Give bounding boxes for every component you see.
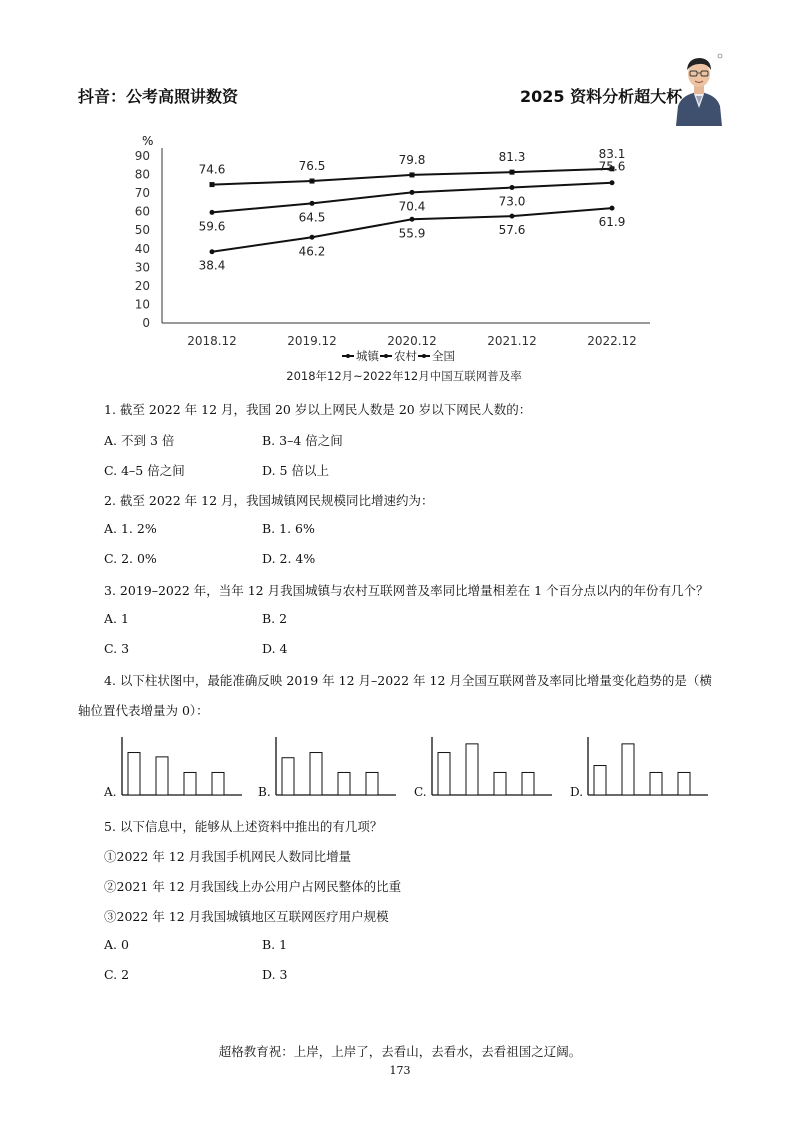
teacher-avatar — [672, 50, 726, 126]
y-tick-label: 50 — [134, 223, 150, 238]
q4-option-b-label[interactable]: B. — [258, 785, 271, 799]
data-label: 38.4 — [198, 258, 226, 273]
q1-option-a[interactable]: A. 不到 3 倍 — [104, 433, 175, 448]
q5-item-1: ①2022 年 12 月我国手机网民人数同比增量 — [104, 849, 352, 864]
data-label: 83.1 — [598, 146, 626, 161]
data-label: 79.8 — [398, 152, 426, 167]
y-tick-label: 80 — [134, 167, 150, 182]
data-label: 81.3 — [498, 150, 526, 165]
mini-bar — [622, 744, 634, 795]
data-label: 74.6 — [198, 162, 226, 177]
q4-option-a-label[interactable]: A. — [104, 785, 117, 799]
data-label: 61.9 — [598, 215, 626, 230]
x-tick-label: 2018.12 — [187, 334, 237, 348]
q4-option-d-label[interactable]: D. — [570, 785, 584, 799]
data-label: 75.6 — [598, 159, 626, 174]
mini-bar — [310, 753, 322, 795]
legend-entry: 农村 — [394, 349, 417, 363]
data-point — [410, 190, 415, 195]
legend-entry: 城镇 — [356, 349, 379, 363]
q5-option-a[interactable]: A. 0 — [104, 937, 129, 952]
y-axis-unit: % — [142, 134, 154, 148]
y-tick-label: 10 — [134, 297, 150, 312]
data-point — [210, 182, 215, 187]
data-point — [610, 180, 615, 185]
data-label: 46.2 — [298, 244, 326, 259]
data-label: 73.0 — [498, 194, 526, 209]
data-point — [210, 210, 215, 215]
q2-option-b[interactable]: B. 1. 6% — [262, 521, 315, 536]
legend-entry: 全国 — [432, 349, 455, 363]
header-left-title: 抖音：公考高照讲数资 — [78, 87, 239, 106]
x-tick-label: 2021.12 — [487, 334, 537, 348]
legend-marker — [422, 354, 426, 358]
mini-bar — [128, 753, 140, 795]
footer-motto: 超格教育祝：上岸，上岸了，去看山，去看水，去看祖国之辽阔。 — [218, 1044, 582, 1059]
mini-bar — [156, 757, 168, 795]
q3-option-b[interactable]: B. 2 — [262, 611, 288, 626]
q4-option-d-chart[interactable] — [586, 733, 716, 799]
q3-option-a[interactable]: A. 1 — [104, 611, 129, 626]
data-point — [310, 179, 315, 184]
y-tick-label: 30 — [134, 260, 150, 275]
q5-option-b[interactable]: B. 1 — [262, 937, 288, 952]
internet-penetration-chart — [120, 128, 660, 390]
mini-bar — [522, 772, 534, 795]
mini-bar — [466, 744, 478, 795]
data-point — [410, 217, 415, 222]
q4-option-c-chart[interactable] — [430, 733, 560, 799]
mini-bar — [494, 772, 506, 795]
q1-option-d[interactable]: D. 5 倍以上 — [262, 463, 329, 478]
y-tick-label: 40 — [134, 241, 150, 256]
page-number: 173 — [389, 1064, 411, 1077]
q5-item-3: ③2022 年 12 月我国城镇地区互联网医疗用户规模 — [104, 909, 389, 924]
data-point — [610, 206, 615, 211]
mini-bar — [212, 772, 224, 795]
q1-option-b[interactable]: B. 3–4 倍之间 — [262, 433, 343, 448]
data-label: 70.4 — [398, 199, 426, 214]
mini-bar — [650, 772, 662, 795]
data-point — [410, 172, 415, 177]
q4-option-a-chart[interactable] — [120, 733, 250, 799]
q1-stem: 1. 截至 2022 年 12 月，我国 20 岁以上网民人数是 20 岁以下网民人数的： — [104, 402, 532, 417]
mini-bar — [594, 766, 606, 795]
data-label: 76.5 — [298, 159, 326, 174]
mini-bar — [184, 772, 196, 795]
chart-title: 2018年12月~2022年12月中国互联网普及率 — [286, 369, 522, 383]
q2-option-d[interactable]: D. 2. 4% — [262, 551, 316, 566]
mini-bar — [678, 772, 690, 795]
data-label: 59.6 — [198, 219, 226, 234]
q4-stem-line2: 轴位置代表增量为 0）： — [78, 703, 209, 718]
q3-stem: 3. 2019–2022 年，当年 12 月我国城镇与农村互联网普及率同比增量相差在 1 个百分点以内的年份有几个？ — [104, 583, 709, 598]
data-point — [510, 214, 515, 219]
data-label: 57.6 — [498, 223, 526, 238]
q3-option-c[interactable]: C. 3 — [104, 641, 130, 656]
q4-option-b-chart[interactable] — [274, 733, 404, 799]
q5-stem: 5. 以下信息中，能够从上述资料中推出的有几项？ — [104, 819, 383, 834]
data-label: 55.9 — [398, 226, 426, 241]
mini-bar — [282, 758, 294, 795]
q4-option-c-label[interactable]: C. — [414, 785, 427, 799]
q2-option-a[interactable]: A. 1. 2% — [104, 521, 157, 536]
q2-option-c[interactable]: C. 2. 0% — [104, 551, 157, 566]
x-tick-label: 2020.12 — [387, 334, 437, 348]
q5-item-2: ②2021 年 12 月我国线上办公用户占网民整体的比重 — [104, 879, 402, 894]
y-tick-label: 70 — [134, 186, 150, 201]
q4-stem-line1: 4. 以下柱状图中，最能准确反映 2019 年 12 月–2022 年 12 月全国互联网普及率同比增量变化趋势的是（横 — [104, 673, 712, 688]
data-point — [510, 185, 515, 190]
mini-bar — [338, 772, 350, 795]
data-point — [310, 201, 315, 206]
data-point — [510, 170, 515, 175]
x-tick-label: 2022.12 — [587, 334, 637, 348]
legend-marker — [346, 354, 350, 358]
q5-option-d[interactable]: D. 3 — [262, 967, 288, 982]
header-right-title: 2025 资料分析超大杯 — [520, 87, 683, 106]
mini-bar — [366, 772, 378, 795]
mini-bar — [438, 753, 450, 795]
y-tick-label: 20 — [134, 278, 150, 293]
q2-stem: 2. 截至 2022 年 12 月，我国城镇网民规模同比增速约为： — [104, 493, 434, 508]
data-label: 64.5 — [298, 210, 326, 225]
legend-marker — [384, 354, 388, 358]
q5-option-c[interactable]: C. 2 — [104, 967, 130, 982]
y-tick-label: 60 — [134, 204, 150, 219]
y-tick-label: 0 — [142, 316, 150, 330]
y-tick-label: 90 — [134, 149, 150, 163]
q3-option-d[interactable]: D. 4 — [262, 641, 288, 656]
q1-option-c[interactable]: C. 4–5 倍之间 — [104, 463, 185, 478]
data-point — [310, 235, 315, 240]
data-point — [210, 249, 215, 254]
x-tick-label: 2019.12 — [287, 334, 337, 348]
